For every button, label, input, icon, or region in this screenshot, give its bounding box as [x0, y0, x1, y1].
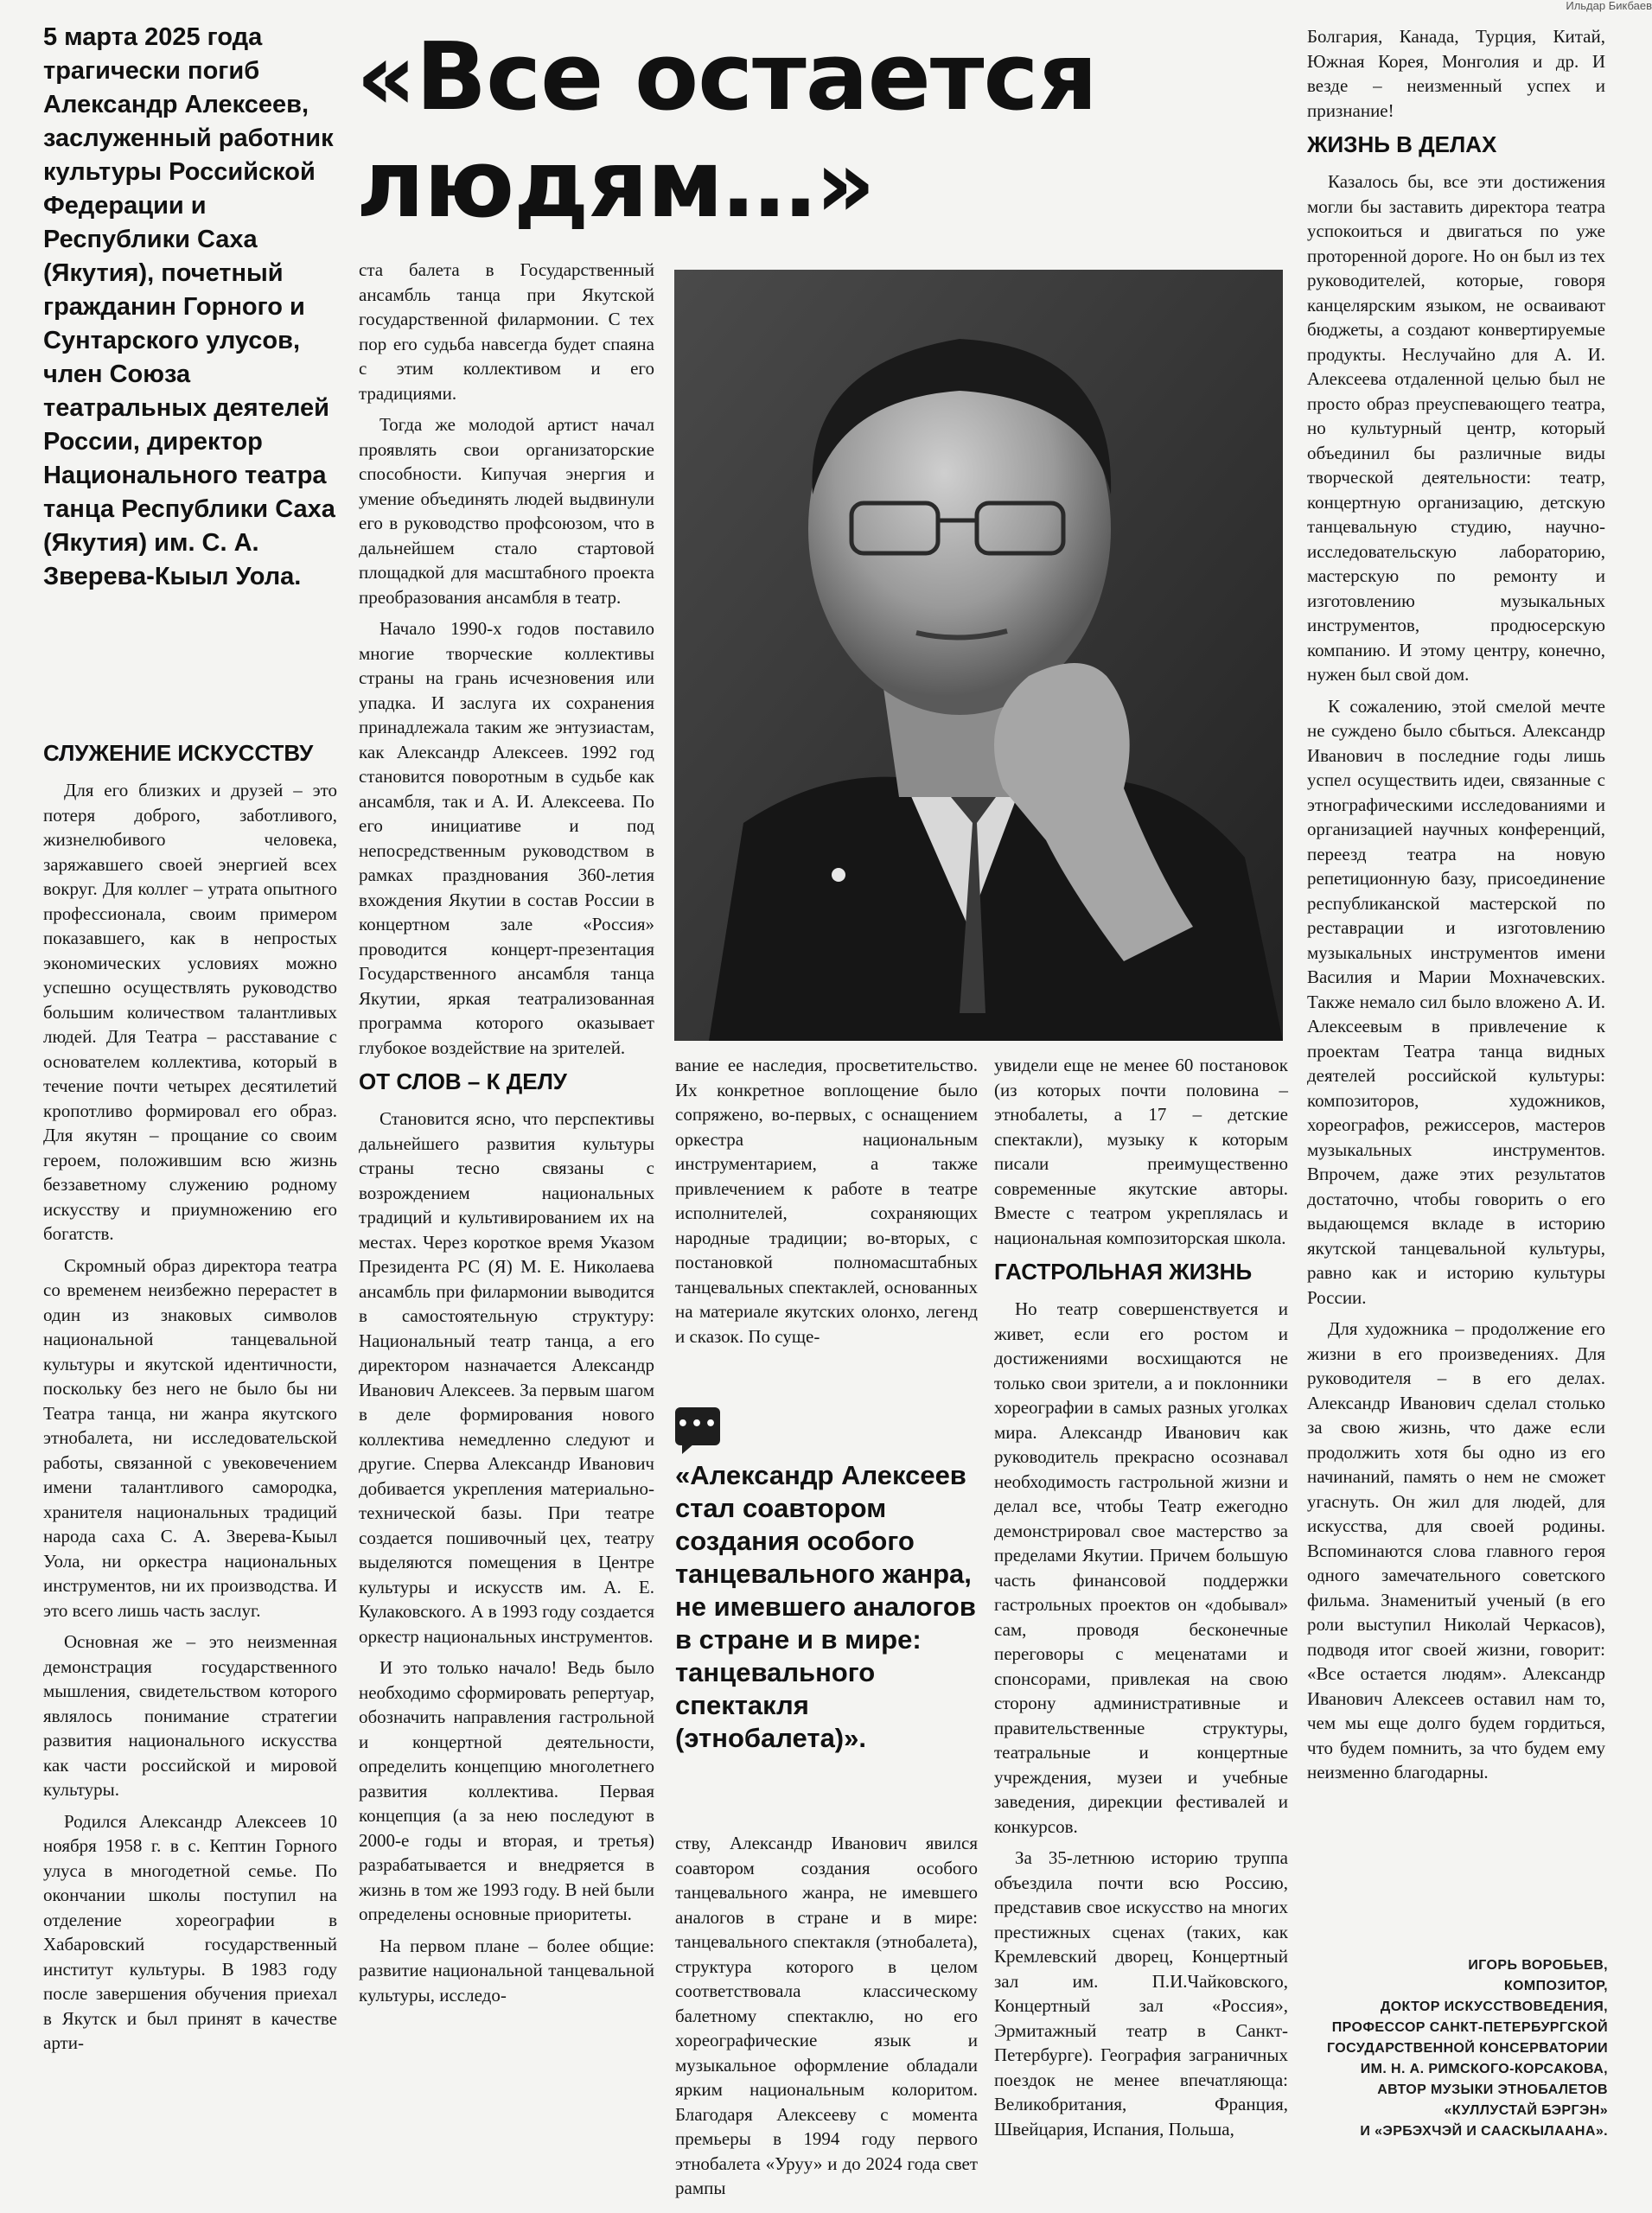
signature-line: КОМПОЗИТОР,	[1503, 1979, 1608, 1993]
paragraph: Становится ясно, что перспективы дальнейшего развития культуры страны тесно связаны с возрождением национальных традиций и культивированием их на местах. Через короткое время Указом Президента РС (Я) М. Е. Николаева ансамбль при филармонии выводится в самостоятельную структуру: Национальный театр танца, а его директором назначается Александр Иванович Алексеев. За первым шагом в деле формирования нового коллектива немедленно следуют и другие. Сперва Александр Иванович добивается укрепления материально-технической базы. При театре создается пошивочный цех, театру выделяются помещения в Центре культуры и искусств им. А. Е. Кулаковского. А в 1993 году создается оркестр национальных инструментов.	[359, 1108, 655, 1647]
paragraph: ству, Александр Иванович явился соавтором создания особого танцевального жанра, не имевшего аналогов в стране и в мире: танцевального спектакля (этнобалета), структура которого в целом соответствовала классическому балетному спектаклю, но его хореографические язык и музыкальное оформление обладали ярким национальным колоритом. Благодаря Алексееву с момента премьеры в 1994 году первого этнобалета «Уруу» и до 2024 года свет рампы	[675, 1833, 978, 2198]
paragraph: ста балета в Государственный ансамбль танца при Якутской государственной филармонии. С тех пор его судьба навсегда будет спаяна с этим коллективом и его традициями.	[359, 259, 654, 404]
section-heading-life-in-deeds: ЖИЗНЬ В ДЕЛАХ	[1307, 131, 1497, 157]
column-4	[994, 1053, 1288, 2141]
signature-line: АВТОР МУЗЫКИ ЭТНОБАЛЕТОВ	[1377, 2082, 1608, 2097]
paragraph: Для художника – продолжение его жизни в его произведениях. Для руководителя – в его делах. Александр Иванович сделал столько за свою жизнь, что даже если продолжить хотя бы одно из его начинаний, память о нем не сможет угаснуть. Он жил для людей, для искусства, для своей родины. Вспоминаются слова главного героя одного замечательного советского фильма. Знаменитый ученый (в его роли выступил Николай Черкасов), подводя итог своей жизни, говорит: «Все остается людям». Александр Иванович Алексеев оставил нам то, чем мы еще долго будем гордиться, что будем помнить, за что будем ему неизменно благодарны.	[1307, 1318, 1605, 1783]
paragraph: Казалось бы, все эти достижения могли бы заставить директора театра успокоиться и двигаться по уже проторенной дороге. Но он был из тех руководителей, которые, говоря канцелярским языком, не осваивают бюджеты, а создают конвертируемые продукты. Неслучайно для А. И. Алексеева отдаленной целью был не просто образ преуспевающего театра, но культурный центр, который объединил бы различные виды творческой деятельности: театр, концертную организацию, детскую танцевальную студию, научно-исследовательскую лабораторию, мастерскую по ремонту и изготовлению музыкальных инструментов, продюсерскую компанию. И этому центру, конечно, нужен был свой дом.	[1307, 171, 1605, 685]
paragraph: К сожалению, этой смелой мечте не суждено было сбыться. Александр Иванович в последние годы лишь успел осуществить идеи, связанные с этнографическими исследованиями и организацией научных конференций, переезд театра на новую репетиционную базу, присоединение республиканской мастерской по реставрации и изготовлению музыкальных инструментов имени Василия и Марии Мохначевских. Также немало сил было вложено А. И. Алексеевым в привлечение к проектам Театра танца видных деятелей российской культуры: композиторов, художников, хореографов, режиссеров, мастеров музыкальных инструментов. Впрочем, даже этих результатов достаточно, чтобы говорить о его выдающемся вкладе в историю якутской танцевальной культуры, равно как и историю культуры России.	[1307, 695, 1605, 1308]
signature-line: ИГОРЬ ВОРОБЬЕВ,	[1468, 1958, 1608, 1973]
paragraph: Но театр совершенствуется и живет, если его ростом и достижениями восхищаются не только свои зрители, а и поклонники хореографии в самых разных уголках мира. Александр Иванович как руководитель прекрасно осознавал необходимость гастрольной жизни и делал все, чтобы Театр ежегодно демонстрировал свое мастерство за пределами Якутии. Причем большую часть финансовой поддержки гастрольных проектов он «добывал» сам, проводя бесконечные переговоры с меценатами и спонсорами, привлекая на свою сторону административные и правительственные структуры, театральные и концертные учреждения, музеи и учебные заведения, дирекции фестивалей и конкурсов.	[994, 1298, 1288, 1837]
signature-line: ИМ. Н. А. РИМСКОГО-КОРСАКОВА,	[1360, 2062, 1608, 2076]
masthead-fragment: Ильдар Бикбаев	[1566, 0, 1652, 12]
chat-bubble-icon: •••	[675, 1407, 720, 1445]
paragraph: Болгария, Канада, Турция, Китай, Южная Корея, Монголия и др. И везде – неизменный успех и признание!	[1307, 26, 1605, 121]
paragraph: За 35-летнюю историю труппа объездила почти всю Россию, представив свое искусство на многих престижных сценах (таких, как Кремлевский дворец, Концертный зал им. П.И.Чайковского, Концертный зал «Россия», Эрмитажный театр в Санкт-Петербурге). География заграничных поездок не менее впечатляюща: Великобритания, Франция, Швейцария, Испания, Польша,	[994, 1847, 1288, 2140]
column-2	[359, 258, 654, 2007]
section-heading-service: СЛУЖЕНИЕ ИСКУССТВУ	[43, 740, 314, 766]
paragraph: Для его близких и друзей – это потеря доброго, заботливого, жизнелюбивого человека, заряжавшего своей энергией всех вокруг. Для коллег – утрата опытного профессионала, своим примером показавшего, как в непростых экономических условиях можно успешно осуществлять руководство большим количеством талантливых людей. Для Театра – расставание с основателем коллектива, который в течение почти четырех десятилетий кропотливо формировал его образ. Для якутян – прощание со своим героем, положившим всю жизнь беззаветному служению родному искусству и приумножению его богатств.	[43, 780, 337, 1244]
headline: «Все остается людям…»	[356, 23, 1097, 239]
author-signature	[1253, 1955, 1608, 2142]
paragraph: И это только начало! Ведь было необходимо сформировать репертуар, обозначить направления гастрольной и концертной деятельности, определить концепцию многолетнего развития коллектива. Первая концепция (а за нею последуют в 2000-е годы и вторая, и третья) разрабатывается и внедряется в жизнь в том же 1993 году. В ней были определены основные приоритеты.	[359, 1657, 654, 1924]
pull-quote: «Александр Алексеев стал соавтором создания особого танцевального жанра, не имевшего аналогов в стране и в мире: танцевального спектакля (этнобалета)».	[675, 1460, 976, 1753]
paragraph: Основная же – это неизменная демонстрация государственного мышления, свидетельством которого являлось понимание стратегии развития национального искусства как части российской и мировой культуры.	[43, 1631, 337, 1800]
column-3-continued	[675, 1831, 978, 2201]
section-heading-touring-life: ГАСТРОЛЬНАЯ ЖИЗНЬ	[994, 1259, 1253, 1285]
signature-line: И «ЭРБЭХЧЭЙ И СААСКЫЛААНА».	[1360, 2124, 1608, 2139]
paragraph: увидели еще не менее 60 постановок (из которых почти половина – этнобалеты, а 17 – детские спектакли), музыку к которым писали преимущественно современные якутские авторы. Вместе с театром укреплялась и национальная композиторская школа.	[994, 1055, 1288, 1248]
column-5	[1307, 24, 1605, 1785]
paragraph: Скромный образ директора театра со временем неизбежно перерастет в один из знаковых символов национальной танцевальной культуры и якутской идентичности, поскольку без него не было бы ни Театра танца, ни жанра якутского этнобалета, ни исследовательской работы, связанной с увековечением имени талантливого самородка, хранителя национальных традиций народа саха С. А. Зверева-Кыыл Уола, ни оркестра национальных инструментов, ни их производства. И это всего лишь часть заслуг.	[43, 1254, 337, 1621]
column-3	[675, 1053, 978, 1349]
portrait-photo	[674, 270, 1283, 1041]
signature-line: «КУЛЛУСТАЙ БЭРГЭН»	[1444, 2103, 1608, 2118]
signature-line: ПРОФЕССОР САНКТ-ПЕТЕРБУРГСКОЙ	[1331, 2020, 1608, 2035]
paragraph: вание ее наследия, просветительство. Их конкретное воплощение было сопряжено, во-первых, с оснащением оркестра национальным инструментарием, а также привлечением к работе в театре исполнителей, сохраняющих народные традиции; во-вторых, с постановкой полномасштабных танцевальных спектаклей, основанных на материале якутских олонхо, легенд и сказок. По суще-	[675, 1055, 978, 1347]
lead-paragraph: 5 марта 2025 года трагически погиб Александр Алексеев, заслуженный работник культуры Российской Федерации и Республики Саха (Якутия), почетный гражданин Горного и Сунтарского улусов, член Союза театральных деятелей России, директор Национального театра танца Республики Саха (Якутия) им. С. А. Зверева-Кыыл Уола.	[43, 23, 335, 590]
signature-line: ГОСУДАРСТВЕННОЙ КОНСЕРВАТОРИИ	[1327, 2041, 1608, 2056]
paragraph: Начало 1990-х годов поставило многие творческие коллективы страны на грань исчезновения или упадка. И заслуга их сохранения принадлежала таким же энтузиастам, как Александр Алексеев. 1992 год становится поворотным в судьбе как ансамбля, так и А. И. Алексеева. По его инициативе и под непосредственным руководством в рамках празднования 360-летия вхождения Якутии в состав России в концертном зале «Россия» проводится концерт-презентация Государственного ансамбля танца Якутии, яркая театрализованная программа которого оказывает глубокое воздействие на зрителей.	[359, 618, 654, 1058]
paragraph: На первом плане – более общие: развитие национальной танцевальной культуры, исследо-	[359, 1935, 654, 2006]
portrait-illustration	[674, 270, 1283, 1041]
column-1	[43, 740, 337, 2056]
signature-line: ДОКТОР ИСКУССТВОВЕДЕНИЯ,	[1380, 1999, 1608, 2014]
paragraph: Тогда же молодой артист начал проявлять свои организаторские способности. Кипучая энергия и умение объединять людей выдвинули его в руководство профсоюзом, что в дальнейшем стало стартовой площадкой для масштабного проекта преобразования ансамбля в театр.	[359, 414, 654, 608]
paragraph: Родился Александр Алексеев 10 ноября 1958 г. в с. Кептин Горного улуса в многодетной семье. По окончании школы поступил на отделение хореографии в Хабаровский государственный институт культуры. В 1983 году после завершения обучения приехал в Якутск и был принят в качестве арти-	[43, 1810, 337, 2053]
section-heading-words-to-deeds: ОТ СЛОВ – К ДЕЛУ	[359, 1068, 567, 1094]
